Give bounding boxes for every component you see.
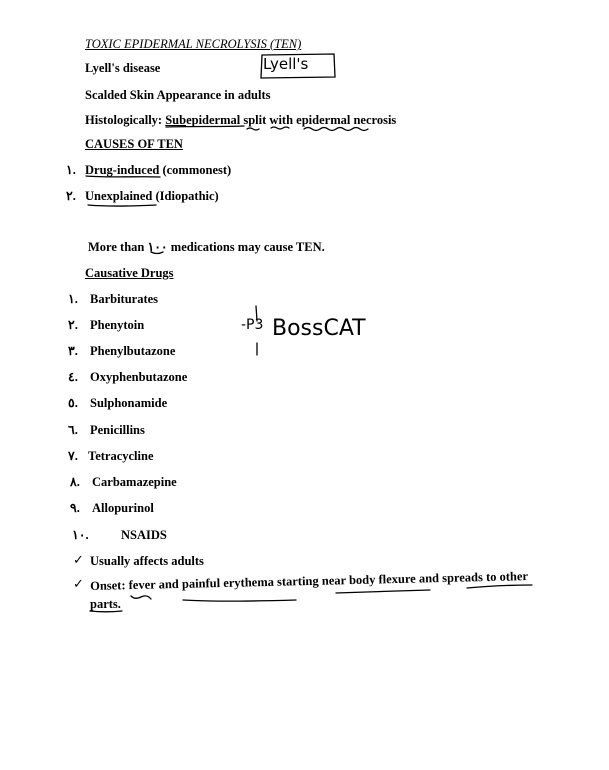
- drug-number-10: ١٠.: [72, 528, 89, 542]
- page-title: TOXIC EPIDERMAL NECROLYSIS (TEN): [85, 37, 302, 51]
- medications-prefix: More than: [88, 240, 148, 254]
- histology-label: Histologically:: [85, 113, 163, 127]
- cause-rest-1: (commonest): [159, 163, 232, 177]
- synonym-scalded-skin: Scalded Skin Appearance in adults: [85, 88, 271, 102]
- underline-fever: [131, 596, 151, 599]
- medications-suffix: medications may cause TEN.: [167, 240, 325, 254]
- histology-split: split: [240, 113, 267, 127]
- drug-item-1: Barbiturates: [90, 292, 159, 306]
- handwritten-p3: -P3: [241, 317, 264, 333]
- squiggle-necrosis: [304, 128, 368, 131]
- drug-item-9: Allopurinol: [92, 501, 154, 515]
- onset-label: Onset:: [89, 578, 129, 593]
- drug-item-10: NSAIDS: [121, 528, 167, 542]
- drug-number-9: ٩.: [70, 501, 80, 515]
- cause-item-1: [85, 164, 231, 177]
- histology-sub: Sub: [165, 113, 187, 127]
- onset-description: and painful erythema starting near body flexure and spreads to other: [155, 569, 529, 592]
- cause-rest-2: (Idiopathic): [152, 189, 219, 203]
- drugs-heading: Causative Drugs: [85, 266, 174, 280]
- drug-number-6: ٦.: [68, 423, 78, 437]
- drug-item-8: Carbamazepine: [92, 475, 177, 489]
- histology-necrosis: epidermal necrosis: [293, 113, 397, 127]
- squiggle-1: [247, 128, 259, 130]
- medications-count: ١٠٠: [147, 240, 168, 254]
- onset-fever: fever: [128, 577, 156, 593]
- cause-item-2: [85, 190, 219, 203]
- drug-number-4: ٤.: [68, 370, 78, 384]
- check-icon: ✓: [73, 577, 84, 592]
- check-icon: ✓: [73, 553, 84, 568]
- histology-epidermal: epidermal: [186, 113, 241, 127]
- underline-parts: [90, 611, 122, 612]
- medications-line: [88, 241, 325, 254]
- handwritten-mnemonic: BossCAT: [272, 316, 366, 341]
- note-onset: [90, 570, 528, 592]
- drug-number-1: ١.: [68, 292, 78, 306]
- underline-near-body-flexure: [336, 590, 430, 593]
- drug-number-5: ٥.: [68, 396, 78, 410]
- cause-number-2: ٢.: [66, 189, 76, 203]
- drug-number-2: ٢.: [68, 318, 78, 332]
- drug-item-6: Penicillins: [90, 423, 145, 437]
- note-adults: Usually affects adults: [90, 554, 204, 568]
- underline-erythema: [183, 600, 296, 601]
- squiggle-2: [271, 127, 289, 129]
- causes-heading: CAUSES OF TEN: [85, 137, 183, 151]
- histology-line: [85, 114, 396, 127]
- drug-item-7: Tetracycline: [88, 449, 154, 463]
- drug-number-3: ٣.: [68, 344, 78, 358]
- cause-number-1: ١.: [66, 163, 76, 177]
- synonym-lyells: Lyell's disease: [85, 61, 161, 75]
- underline-unexplained: [88, 205, 156, 206]
- drug-item-2: Phenytoin: [90, 318, 145, 332]
- underline-spreads: [467, 585, 532, 588]
- drug-item-5: Sulphonamide: [90, 396, 168, 410]
- cause-main-2: Unexplained: [85, 189, 153, 203]
- histology-with: with: [266, 113, 294, 127]
- handwritten-lyells: Lyell's: [263, 55, 309, 73]
- note-onset-continued: parts.: [90, 597, 121, 611]
- drug-item-3: Phenylbutazone: [90, 344, 176, 358]
- drug-number-7: ٧.: [68, 449, 78, 463]
- drug-item-4: Oxyphenbutazone: [90, 370, 188, 384]
- drug-number-8: ٨.: [70, 475, 80, 489]
- cause-main-1: Drug-induced: [85, 163, 160, 177]
